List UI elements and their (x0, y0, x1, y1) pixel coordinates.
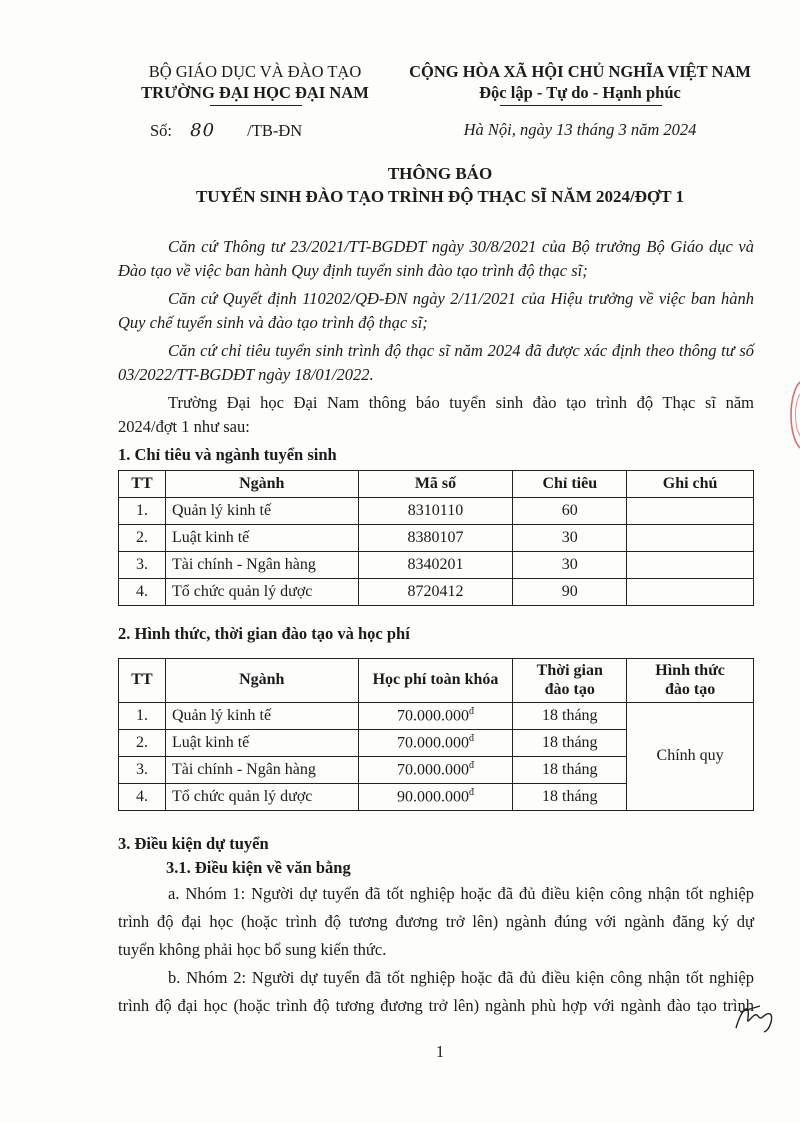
row-major: Luật kinh tế (165, 730, 358, 757)
column-header-tt: TT (119, 659, 166, 703)
row-major: Tài chính - Ngân hàng (165, 757, 358, 784)
row-tt: 1. (119, 703, 166, 730)
group-a-line-3: tuyển không phải học bổ sung kiến thức. (118, 940, 387, 959)
table-row (119, 579, 754, 606)
fee-amount: 90.000.000 (396, 787, 469, 805)
tuition-table-header (119, 659, 754, 703)
row-code: 8310110 (358, 498, 513, 525)
preamble-1-line-1: Căn cứ Thông tư 23/2021/TT-BGDĐT ngày 30/8/2021 của Bộ trưởng Bộ Giáo dục và (168, 237, 754, 256)
row-note (627, 552, 754, 579)
ministry-name: BỘ GIÁO DỤC VÀ ĐÀO TẠO (148, 62, 362, 81)
row-fee (358, 784, 513, 811)
preamble-2-line-1: Căn cứ Quyết định 110202/QĐ-ĐN ngày 2/11/2021 của Hiệu trưởng về việc ban hành (168, 289, 754, 308)
row-code: 8380107 (358, 525, 513, 552)
form-header-line-1: Hình thức (655, 662, 725, 680)
group-a-line-1: a. Nhóm 1: Người dự tuyển đã tốt nghiệp hoặc đã đủ điều kiện công nhận tốt nghiệp (168, 884, 754, 903)
group-b-line-2: trình độ đại học (hoặc trình độ tương đương trở lên) ngành phù hợp với ngành đào tạo trình (118, 996, 754, 1015)
fee-amount: 70.000.000 (396, 706, 469, 724)
national-motto: Độc lập - Tự do - Hạnh phúc (479, 83, 681, 102)
row-duration: 18 tháng (513, 730, 627, 757)
republic-name: CỘNG HÒA XÃ HỘI CHỦ NGHĨA VIỆT NAM (409, 62, 751, 81)
fee-unit: đ (468, 786, 474, 798)
group-b-line-1: b. Nhóm 2: Người dự tuyển đã tốt nghiệp hoặc đã đủ điều kiện công nhận tốt nghiệp (168, 968, 754, 987)
row-major: Tổ chức quản lý dược (165, 784, 358, 811)
row-note (627, 579, 754, 606)
column-header-code: Mã số (358, 471, 513, 498)
column-header-quota: Chỉ tiêu (513, 471, 627, 498)
quota-table-header (119, 471, 754, 498)
tuition-table (118, 658, 754, 811)
notice-title: THÔNG BÁO (387, 164, 493, 183)
row-quota: 30 (513, 552, 627, 579)
university-name: TRƯỜNG ĐẠI HỌC ĐẠI NAM (141, 83, 369, 102)
row-duration: 18 tháng (513, 703, 627, 730)
column-header-major: Ngành (165, 471, 358, 498)
preamble-1-line-2: Đào tạo về việc ban hành Quy định tuyển sinh đào tạo trình độ thạc sĩ; (118, 261, 588, 280)
row-tt: 4. (119, 579, 166, 606)
row-note (627, 498, 754, 525)
group-a-line-2: trình độ đại học (hoặc trình độ tương đương trở lên) ngành đúng với ngành đăng ký dự (118, 912, 754, 931)
initials-signature (730, 998, 780, 1038)
table-row (119, 498, 754, 525)
fee-unit: đ (468, 759, 474, 771)
preamble-4-line-1: Trường Đại học Đại Nam thông báo tuyển sinh đào tạo trình độ Thạc sĩ năm (168, 393, 754, 412)
preamble-4-line-2: 2024/đợt 1 như sau: (118, 417, 250, 436)
date-place: Hà Nội, ngày 13 tháng 3 năm 2024 (463, 120, 697, 139)
duration-header-line-1: Thời gian (536, 662, 603, 680)
table-row (119, 525, 754, 552)
preamble-2-line-2: Quy chế tuyển sinh và đào tạo trình độ thạc sĩ; (118, 313, 428, 332)
row-note (627, 525, 754, 552)
row-code: 8340201 (358, 552, 513, 579)
row-major: Quản lý kinh tế (165, 498, 358, 525)
university-underline (210, 105, 302, 106)
fee-amount: 70.000.000 (396, 760, 469, 778)
row-major: Tổ chức quản lý dược (165, 579, 358, 606)
row-duration: 18 tháng (513, 784, 627, 811)
row-fee (358, 757, 513, 784)
form-cell: Chính quy (627, 703, 754, 811)
motto-underline (500, 105, 662, 106)
section-3-1-heading: 3.1. Điều kiện về văn bằng (166, 858, 351, 877)
number-suffix: /TB-ĐN (247, 121, 303, 140)
number-prefix: Số: (150, 121, 173, 140)
row-tt: 2. (119, 730, 166, 757)
section-1-heading: 1. Chỉ tiêu và ngành tuyển sinh (118, 445, 337, 464)
table-row (119, 552, 754, 579)
document-number (150, 118, 302, 143)
row-fee (358, 703, 513, 730)
row-fee (358, 730, 513, 757)
form-header-line-2: đào tạo (664, 680, 716, 698)
number-handwritten: 80 (190, 120, 216, 141)
fee-amount: 70.000.000 (396, 733, 469, 751)
row-tt: 1. (119, 498, 166, 525)
preamble-3-line-2: 03/2022/TT-BGDĐT ngày 18/01/2022. (118, 365, 374, 384)
page-number: 1 (435, 1042, 445, 1061)
row-tt: 4. (119, 784, 166, 811)
column-header-form (627, 659, 754, 703)
row-quota: 30 (513, 525, 627, 552)
duration-header-line-2: đào tạo (544, 680, 595, 698)
column-header-note: Ghi chú (627, 471, 754, 498)
column-header-major: Ngành (165, 659, 358, 703)
row-tt: 3. (119, 552, 166, 579)
column-header-fee: Học phí toàn khóa (358, 659, 513, 703)
row-major: Quản lý kinh tế (165, 703, 358, 730)
table-row (119, 703, 754, 730)
row-duration: 18 tháng (513, 757, 627, 784)
row-tt: 2. (119, 525, 166, 552)
section-3-heading: 3. Điều kiện dự tuyển (118, 834, 269, 853)
quota-table (118, 470, 754, 606)
column-header-duration (513, 659, 627, 703)
seal-stamp-edge (784, 380, 800, 450)
row-quota: 90 (513, 579, 627, 606)
row-major: Luật kinh tế (165, 525, 358, 552)
row-quota: 60 (513, 498, 627, 525)
preamble-3-line-1: Căn cứ chỉ tiêu tuyển sinh trình độ thạc sĩ năm 2024 đã được xác định theo thông tư số (168, 341, 754, 360)
row-tt: 3. (119, 757, 166, 784)
row-major: Tài chính - Ngân hàng (165, 552, 358, 579)
row-code: 8720412 (358, 579, 513, 606)
fee-unit: đ (468, 705, 474, 717)
section-2-heading: 2. Hình thức, thời gian đào tạo và học phí (118, 624, 410, 643)
column-header-tt: TT (119, 471, 166, 498)
fee-unit: đ (468, 732, 474, 744)
notice-subtitle: TUYỂN SINH ĐÀO TẠO TRÌNH ĐỘ THẠC SĨ NĂM 2024/ĐỢT 1 (195, 187, 685, 206)
